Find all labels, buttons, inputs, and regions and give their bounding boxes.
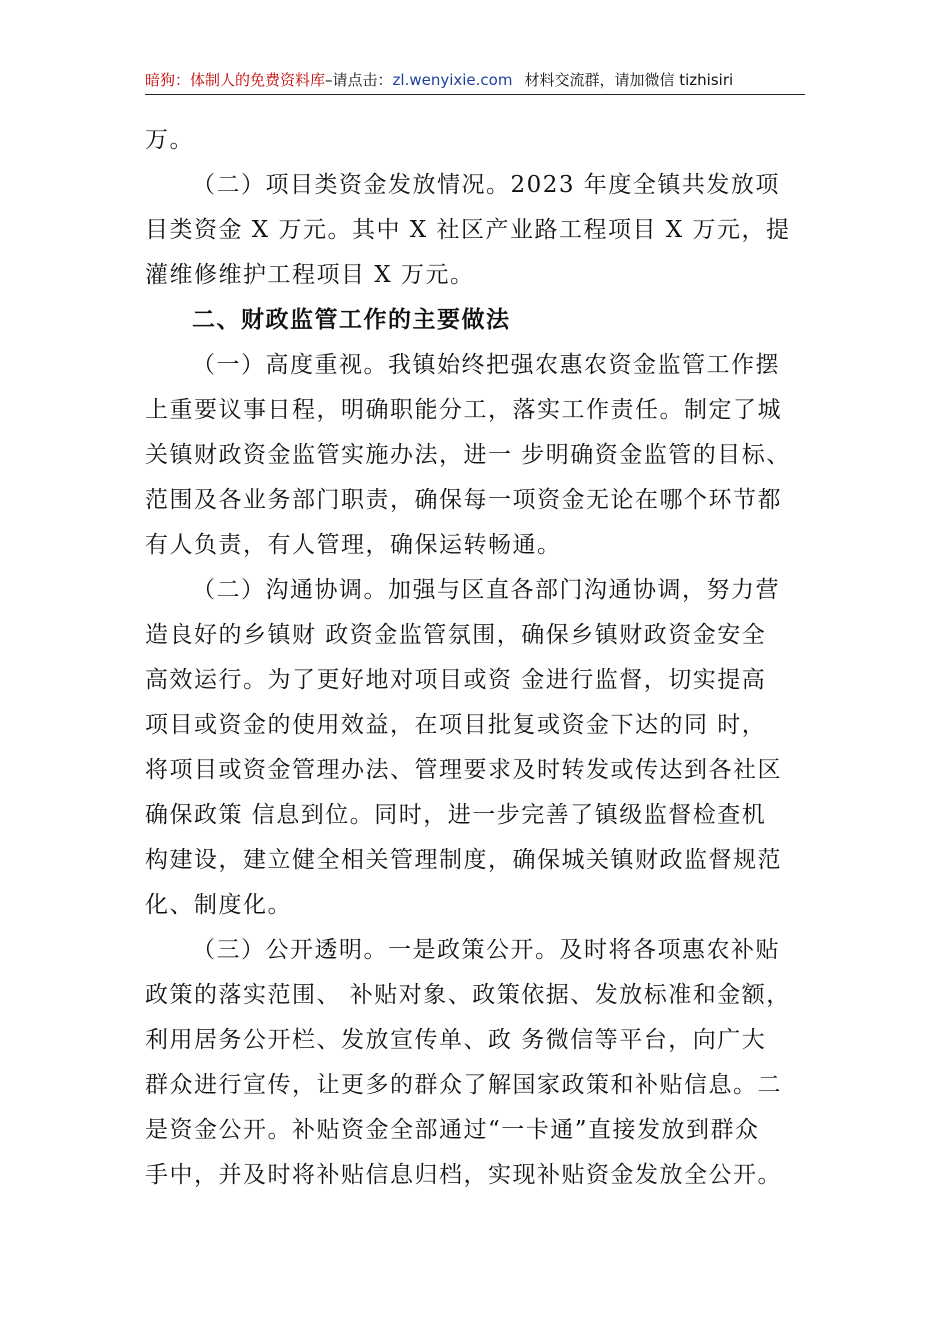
document-body	[145, 118, 810, 1198]
text-line: 手中，并及时将补贴信息归档，实现补贴资金发放全公开。	[145, 1162, 782, 1188]
text-line: 范围及各业务部门职责，确保每一项资金无论在哪个环节都	[145, 487, 782, 513]
header-click-prompt: –请点击：	[325, 71, 393, 89]
text-line: 造良好的乡镇财 政资金监管氛围，确保乡镇财政资金安全	[145, 622, 767, 648]
text-line: 目类资金 X 万元。其中 X 社区产业路工程项目 X 万元，提	[145, 217, 791, 243]
text-line: 政策的落实范围、 补贴对象、政策依据、发放标准和金额，	[145, 982, 791, 1008]
page-header	[145, 68, 805, 95]
text-line: （二）项目类资金发放情况。2023 年度全镇共发放项	[192, 172, 780, 198]
text-line: 确保政策 信息到位。同时，进一步完善了镇级监督检查机	[145, 802, 767, 828]
text-line: 万。	[145, 127, 194, 153]
text-line: （二）沟通协调。加强与区直各部门沟通协调，努力营	[192, 577, 780, 603]
header-url-link[interactable]: zl.wenyixie.com	[392, 71, 513, 89]
text-line: 上重要议事日程，明确职能分工，落实工作责任。制定了城	[145, 397, 782, 423]
text-line: 项目或资金的使用效益，在项目批复或资金下达的同 时，	[145, 712, 767, 738]
text-line: 构建设，建立健全相关管理制度，确保城关镇财政监督规范	[145, 847, 782, 873]
section-heading: 二、财政监管工作的主要做法	[192, 307, 511, 333]
text-line: 利用居务公开栏、发放宣传单、政 务微信等平台，向广大	[145, 1027, 767, 1053]
text-line: 有人负责，有人管理，确保运转畅通。	[145, 532, 562, 558]
header-site-name: 暗狗：体制人的免费资料库	[145, 71, 326, 89]
text-line: 灌维修维护工程项目 X 万元。	[145, 262, 475, 288]
header-wechat-note: 材料交流群，请加微信 tizhisiri	[524, 71, 734, 89]
text-line: 化、制度化。	[145, 892, 292, 918]
text-line: 高效运行。为了更好地对项目或资 金进行监督，切实提高	[145, 667, 767, 693]
text-line: （三）公开透明。一是政策公开。及时将各项惠农补贴	[192, 937, 780, 963]
text-line: 将项目或资金管理办法、管理要求及时转发或传达到各社区	[145, 757, 782, 783]
text-line: 关镇财政资金监管实施办法，进一 步明确资金监管的目标、	[145, 442, 791, 468]
text-line: （一）高度重视。我镇始终把强农惠农资金监管工作摆	[192, 352, 780, 378]
text-line: 是资金公开。补贴资金全部通过“一卡通”直接发放到群众	[145, 1117, 760, 1143]
text-line: 群众进行宣传，让更多的群众了解国家政策和补贴信息。二	[145, 1072, 782, 1098]
